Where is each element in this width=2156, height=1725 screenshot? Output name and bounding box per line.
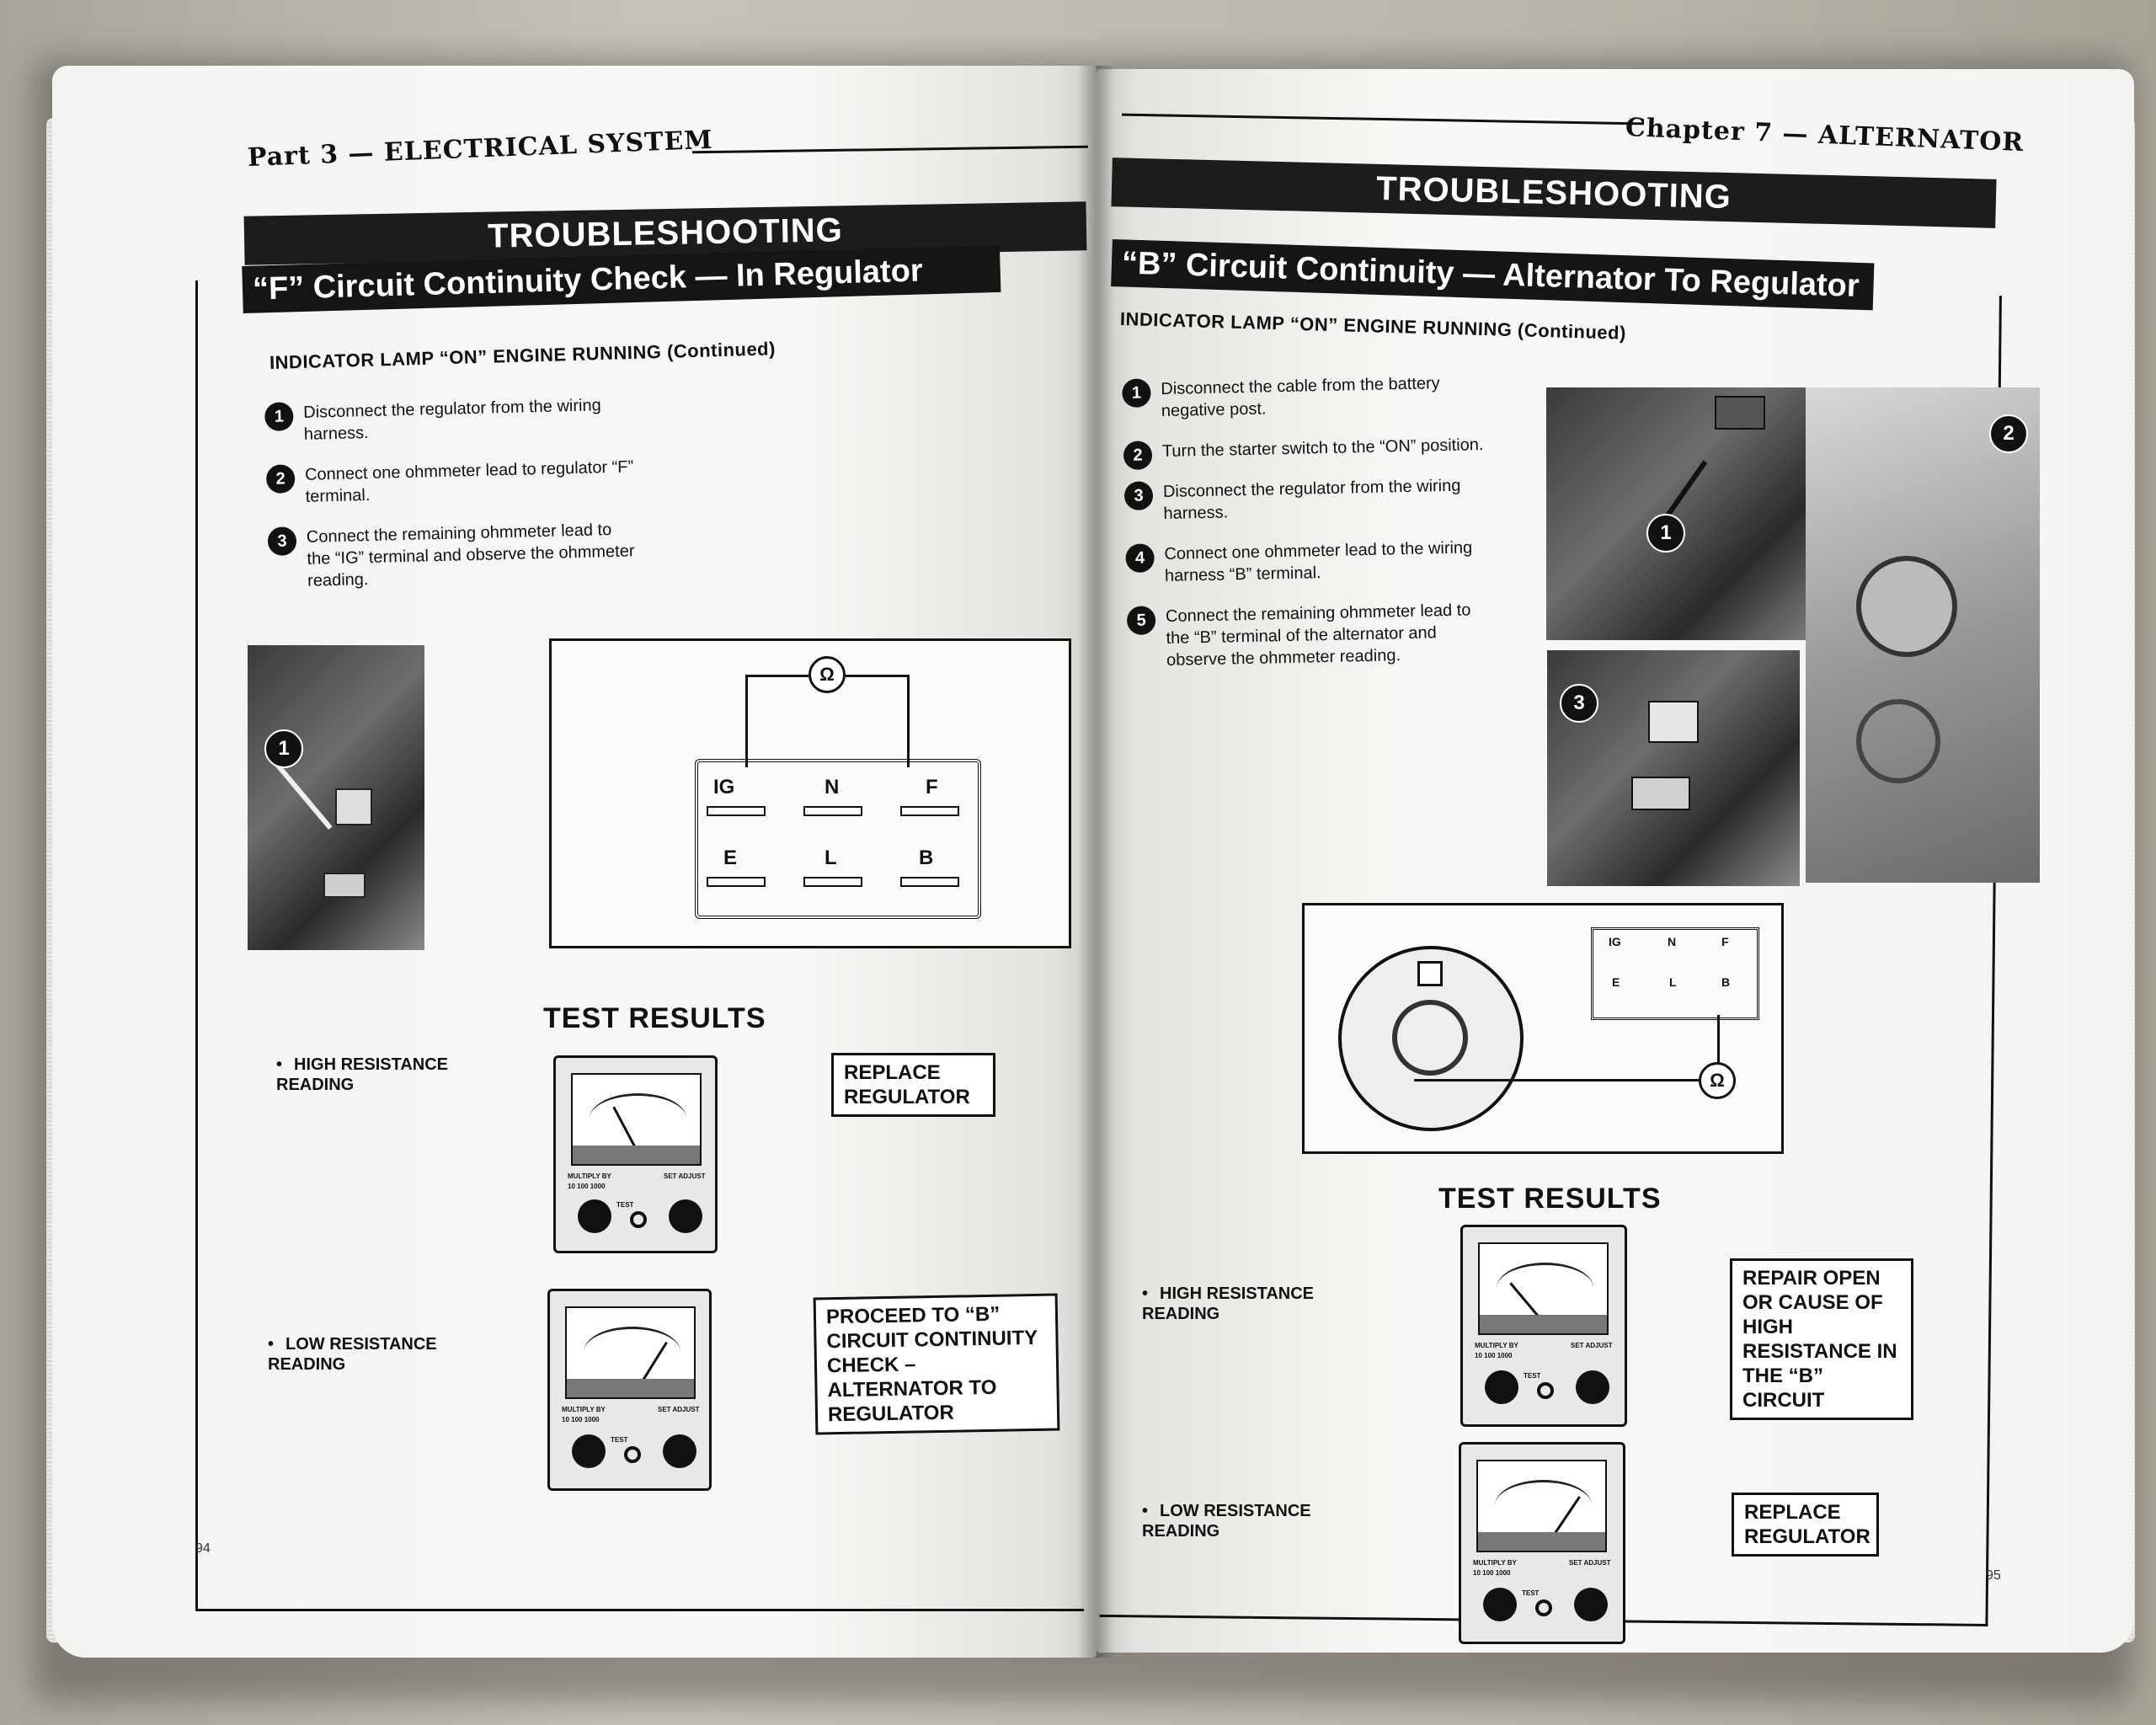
meter-base-band [1478,1532,1605,1551]
result-label-low: • LOW RESISTANCE READING [1142,1502,1311,1541]
action-box-repair-open: REPAIR OPEN OR CAUSE OF HIGH RESISTANCE IN THE “B” CIRCUIT [1730,1258,1913,1420]
photo-callout-badge: 2 [1989,414,2028,453]
meter-range-knob [572,1434,606,1468]
terminal-label: L [825,846,837,869]
meter-test-label: TEST [611,1436,628,1444]
meter-range-knob [1483,1588,1517,1621]
lead-wire [745,675,808,677]
meter-multiply-label: MULTIPLY BY [1475,1342,1518,1349]
terminal-slot [900,877,959,887]
running-head-right: Chapter 7 — ALTERNATOR [1625,113,2025,158]
terminal-label: B [1721,975,1731,989]
ohmmeter-illustration [1459,1442,1625,1644]
meter-test-label: TEST [1524,1372,1541,1380]
step-text: Disconnect the regulator from the wiring harness. [303,396,601,444]
step-number-badge: 1 [264,402,294,431]
alternator-body [1338,946,1524,1131]
troubleshooting-banner: TROUBLESHOOTING [244,201,1087,264]
regulator-photo [248,645,424,950]
terminal-label: IG [713,776,735,798]
left-page [52,66,1097,1658]
step-item [268,518,640,593]
terminal-slot [900,806,959,816]
meter-multiply-label: MULTIPLY BY [1473,1559,1517,1567]
terminal-slots-bottom [707,877,959,887]
step-text: Connect the remaining ohmmeter lead to the “B” terminal of the alternator and observe the ohmmeter reading. [1165,601,1471,670]
meter-set-label: SET ADJUST [664,1172,706,1180]
connector-shape [323,873,366,898]
step-list [1122,371,1499,691]
alternator-hub [1392,1000,1468,1076]
step-text: Connect one ohmmeter lead to regulator “F” terminal. [304,457,634,506]
step-number-badge: 3 [268,526,297,556]
terminal-label: IG [1609,935,1621,948]
photo-callout-badge: 1 [1646,514,1685,553]
photo-callout-badge: 3 [1560,684,1598,723]
meter-multiply-label: MULTIPLY BY [562,1406,606,1413]
result-text: LOW RESISTANCE READING [268,1335,437,1374]
action-box-proceed: PROCEED TO “B” CIRCUIT CONTINUITY CHECK – ALTERNATOR TO REGULATOR [814,1293,1060,1434]
meter-scale-arc [584,1327,680,1377]
meter-adjust-knob [669,1199,702,1233]
meter-base-band [1480,1315,1607,1333]
meter-set-label: SET ADJUST [658,1406,700,1413]
meter-adjust-knob [1576,1370,1609,1404]
step-text: Disconnect the regulator from the wiring harness. [1162,476,1461,524]
meter-test-label: TEST [1522,1589,1540,1597]
terminal-label: B [919,846,934,869]
terminal-label: N [825,776,840,798]
connector-outline [695,759,981,919]
step-item [1123,434,1494,463]
troubleshooting-banner: TROUBLESHOOTING [1111,158,1996,228]
meter-base-band [573,1146,700,1164]
battery-cable-photo [1546,387,1831,640]
step-text: Turn the starter switch to the “ON” position. [1161,435,1484,462]
step-text: Connect the remaining ohmmeter lead to the “IG” terminal and observe the ohmmeter reading. [306,521,635,590]
connector-shape [335,788,372,825]
action-box-replace-regulator: REPLACE REGULATOR [831,1053,995,1117]
terminal-slot [707,806,766,816]
ohmmeter-illustration [547,1289,712,1491]
meter-scale-label: 10 100 1000 [562,1416,600,1423]
meter-base-band [567,1379,694,1397]
meter-set-label: SET ADJUST [1569,1559,1611,1567]
terminal-slot [803,877,862,887]
meter-scale-label: 10 100 1000 [1473,1569,1511,1577]
lead-wire [745,675,748,767]
alternator-terminal-diagram [1302,903,1784,1154]
result-label-high: • HIGH RESISTANCE READING [276,1055,448,1094]
photo-callout-badge: 1 [264,729,303,768]
connector-outline [1591,927,1759,1020]
meter-test-button [624,1446,641,1463]
ohmmeter-illustration [1460,1225,1627,1427]
terminal-label: L [1669,975,1677,989]
step-number-badge: 2 [266,464,296,494]
step-text: Disconnect the cable from the battery negative post. [1161,374,1440,421]
meter-face [571,1073,702,1166]
meter-test-label: TEST [616,1201,634,1209]
meter-range-knob [578,1199,611,1233]
terminal-slots-top [707,806,959,816]
meter-test-button [630,1211,647,1228]
step-item [1122,371,1493,423]
terminal-label: E [1612,975,1620,989]
meter-scale-label: 10 100 1000 [568,1183,606,1190]
step-item [1124,474,1496,526]
condition-line: INDICATOR LAMP “ON” ENGINE RUNNING (Continued) [1119,308,1627,344]
step-number-badge: 4 [1125,543,1155,573]
test-results-title: TEST RESULTS [1438,1183,1662,1215]
switch-cap-shape [1856,699,1940,783]
running-head-left: Part 3 — ELECTRICAL SYSTEM [247,125,714,173]
terminal-label: E [723,846,738,869]
result-label-low: • LOW RESISTANCE READING [268,1335,437,1374]
lead-wire [1414,1079,1699,1081]
meter-face [565,1306,696,1399]
meter-range-knob [1485,1370,1518,1404]
page-number-left: 94 [195,1541,211,1556]
section-subtitle: “B” Circuit Continuity — Alternator To Regulator [1111,239,1874,310]
book-spine-shadow [1078,66,1115,1658]
terminal-label: F [1721,935,1729,948]
condition-line: INDICATOR LAMP “ON” ENGINE RUNNING (Continued) [269,338,776,373]
cable-terminal [1715,396,1765,430]
meter-set-label: SET ADJUST [1571,1342,1613,1349]
result-text: LOW RESISTANCE READING [1142,1502,1311,1541]
right-page [1097,69,2134,1653]
running-head-rule [692,146,1088,154]
action-box-replace-regulator: REPLACE REGULATOR [1732,1493,1879,1557]
meter-test-button [1535,1599,1552,1616]
step-item [1127,599,1499,672]
meter-face [1476,1460,1607,1552]
meter-adjust-knob [663,1434,696,1468]
result-label-high: • HIGH RESISTANCE READING [1142,1284,1314,1323]
terminal-slot [707,877,766,887]
running-head-rule [1122,114,1644,126]
lead-wire [1717,1015,1720,1064]
meter-multiply-label: MULTIPLY BY [568,1172,611,1180]
connector-shape [1631,777,1690,810]
step-number-badge: 2 [1123,441,1153,470]
terminal-label: F [926,776,938,798]
meter-scale-arc [590,1093,686,1144]
lead-wire [846,675,909,677]
step-item [266,456,638,509]
terminal-label: N [1668,935,1677,948]
page-number-right: 95 [1986,1568,2001,1583]
step-number-badge: 3 [1124,481,1154,510]
connector-shape [1648,701,1699,743]
starter-switch-photo [1806,387,2040,883]
step-number-badge: 1 [1122,378,1151,408]
result-text: HIGH RESISTANCE READING [1142,1284,1314,1323]
key-switch-shape [1856,556,1957,657]
ohmmeter-symbol: Ω [808,656,846,693]
meter-adjust-knob [1574,1588,1608,1621]
step-list [264,393,640,611]
step-number-badge: 5 [1127,606,1156,635]
regulator-terminal-diagram [549,638,1071,948]
meter-scale-label: 10 100 1000 [1475,1352,1513,1359]
step-text: Connect one ohmmeter lead to the wiring harness “B” terminal. [1164,538,1473,586]
test-results-title: TEST RESULTS [543,1002,766,1034]
terminal-slot [803,806,862,816]
meter-face [1478,1242,1609,1335]
meter-test-button [1537,1382,1554,1399]
lead-wire [907,675,910,767]
step-item [264,393,636,446]
step-item [1125,537,1497,588]
meter-scale-arc [1495,1480,1592,1530]
ohmmeter-illustration [553,1055,718,1253]
meter-scale-arc [1497,1263,1593,1313]
section-subtitle: “F” Circuit Continuity Check — In Regulator [242,245,1001,313]
result-text: HIGH RESISTANCE READING [276,1055,448,1094]
ohmmeter-symbol: Ω [1699,1062,1736,1099]
alternator-terminal-block [1417,961,1443,986]
